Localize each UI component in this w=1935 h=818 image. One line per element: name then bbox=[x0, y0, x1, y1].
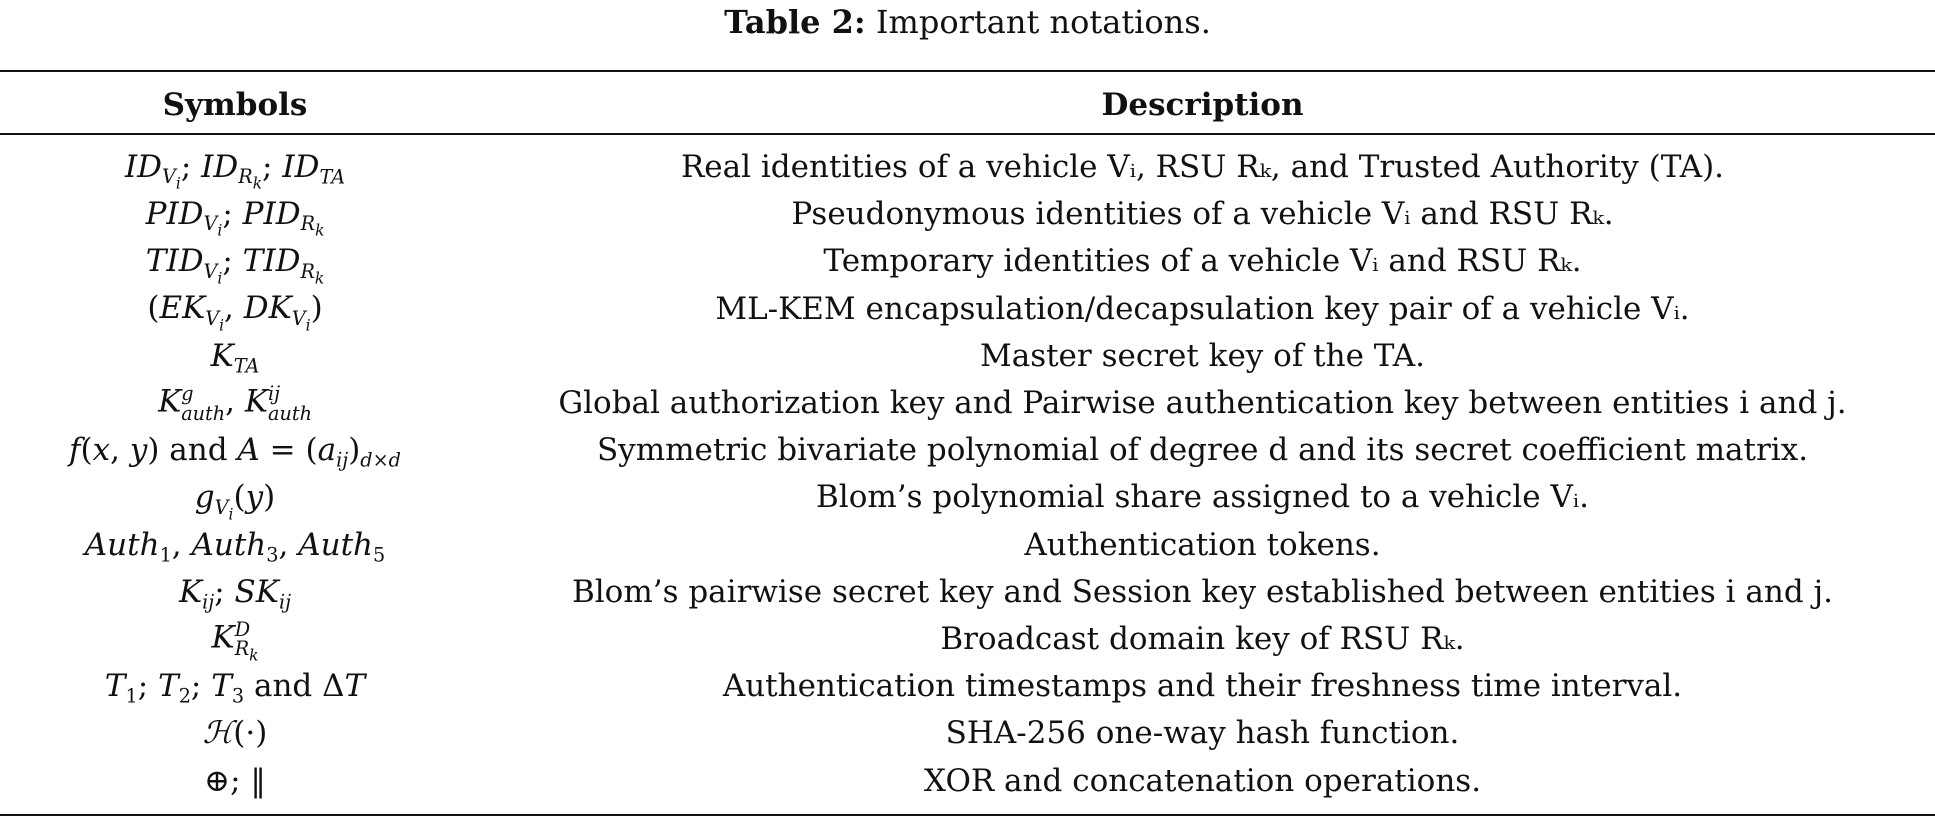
description-cell: Broadcast domain key of RSU Rₖ. bbox=[940, 620, 1465, 657]
table-row bbox=[0, 710, 1935, 757]
symbol-cell: $TID_{V_i}$; $TID_{R_k}$ bbox=[145, 242, 325, 288]
symbol-cell: $PID_{V_i}$; $PID_{R_k}$ bbox=[145, 195, 325, 240]
table-row bbox=[0, 616, 1935, 663]
symbol-cell: f(x, y) and $A = (a_{ij})_{d\times d}$ bbox=[69, 432, 401, 472]
symbol-cell: $T_1$; $T_2$; $T_3$ and ΔT bbox=[104, 668, 366, 708]
symbol-cell: ℋ(·) bbox=[202, 715, 268, 752]
description-cell: SHA-256 one-way hash function. bbox=[945, 715, 1460, 752]
top-rule bbox=[0, 70, 1935, 72]
description-cell: Authentication timestamps and their freshness time interval. bbox=[722, 668, 1683, 705]
description-cell: Master secret key of the TA. bbox=[979, 337, 1426, 374]
table-row bbox=[0, 144, 1935, 191]
description-cell: Global authorization key and Pairwise authentication key between entities i and j. bbox=[558, 385, 1847, 422]
symbol-cell: $K_{TA}$ bbox=[210, 337, 260, 378]
description-cell: Blom’s pairwise secret key and Session key established between entities i and j. bbox=[571, 573, 1834, 610]
symbol-cell: Auth$_1$, Auth$_3$, Auth$_5$ bbox=[84, 526, 386, 567]
description-cell: ML-KEM encapsulation/decapsulation key pair of a vehicle Vᵢ. bbox=[715, 290, 1690, 327]
table-row bbox=[0, 333, 1935, 380]
table-row bbox=[0, 474, 1935, 521]
description-cell: XOR and concatenation operations. bbox=[923, 762, 1482, 799]
description-cell: Temporary identities of a vehicle Vᵢ and RSU Rₖ. bbox=[823, 243, 1582, 280]
description-cell: Real identities of a vehicle Vᵢ, RSU Rₖ, and Trusted Authority (TA). bbox=[680, 149, 1725, 186]
table-row bbox=[0, 569, 1935, 616]
table-row bbox=[0, 757, 1935, 804]
table-row bbox=[0, 191, 1935, 238]
symbol-cell: K g auth , K ij auth bbox=[158, 382, 312, 425]
symbol-cell: ⊕; ‖ bbox=[204, 762, 266, 799]
table-row bbox=[0, 522, 1935, 569]
column-header-symbols: Symbols bbox=[162, 87, 308, 123]
caption-label: Table 2: bbox=[724, 3, 866, 41]
notation-table bbox=[0, 144, 1935, 805]
table-row bbox=[0, 427, 1935, 474]
header-rule bbox=[0, 133, 1935, 135]
symbol-cell: $g_{V_i}(y)$ bbox=[194, 478, 276, 523]
description-cell: Authentication tokens. bbox=[1024, 526, 1381, 563]
column-header-description: Description bbox=[1101, 87, 1304, 123]
symbol-cell: K D $R_k$ bbox=[211, 618, 259, 665]
table-row bbox=[0, 380, 1935, 427]
description-cell: Pseudonymous identities of a vehicle Vᵢ and RSU Rₖ. bbox=[791, 196, 1614, 233]
table-row bbox=[0, 238, 1935, 285]
description-cell: Symmetric bivariate polynomial of degree d and its secret coefficient matrix. bbox=[596, 432, 1809, 469]
symbol-cell: $ID_{V_i}$; $ID_{R_k}$; $ID_{TA}$ bbox=[124, 148, 346, 193]
caption-text: Important notations. bbox=[875, 3, 1211, 41]
table-row bbox=[0, 663, 1935, 710]
symbol-cell: ($EK_{V_i}$, $DK_{V_i}$) bbox=[147, 290, 323, 335]
description-cell: Blom’s polynomial share assigned to a vehicle Vᵢ. bbox=[816, 479, 1589, 516]
symbol-cell: $K_{ij}$; $SK_{ij}$ bbox=[178, 573, 292, 614]
table-row bbox=[0, 286, 1935, 333]
bottom-rule bbox=[0, 814, 1935, 816]
table-caption bbox=[0, 0, 1935, 44]
